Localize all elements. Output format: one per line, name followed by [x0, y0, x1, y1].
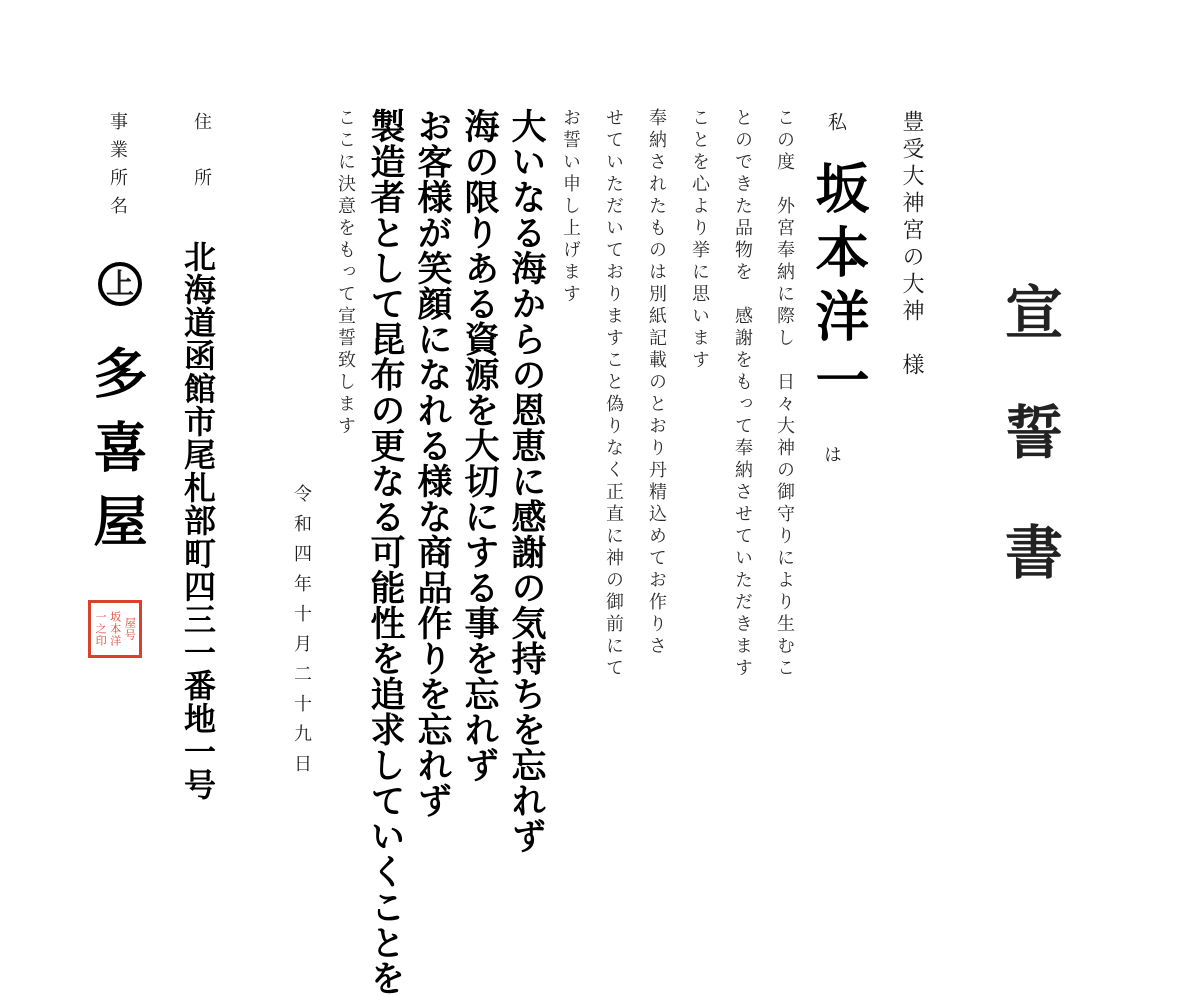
pledge-line-2: 海の限りある資源を大切にする事を忘れず — [459, 108, 500, 783]
address-label: 住 所 — [191, 112, 212, 196]
red-seal-stamp — [88, 600, 142, 658]
pledge-line-3: お客様が笑顔になれる様な商品作りを忘れず — [412, 108, 453, 818]
pledge-line-1: 大いなる海からの恩恵に感謝の気持ちを忘れず — [506, 108, 547, 854]
body-line-5: せていただいておりますこと偽りなく正直に神の御前にて — [603, 108, 624, 680]
document-date: 令和四年十月二十九日 — [291, 484, 312, 784]
body-line-6: お誓い申し上げます — [560, 108, 581, 306]
closing-line: ここに決意をもって宣誓致します — [335, 108, 356, 438]
company-mark-glyph: 上 — [105, 267, 134, 300]
seal-text-1: 屋号 — [123, 617, 137, 641]
name-particle: は — [821, 445, 842, 463]
seal-text-3: 一之印 — [94, 611, 108, 647]
business-address: 北海道函館市尾札部町四三一番地一号 — [179, 240, 217, 801]
company-name: 多喜屋 — [85, 345, 149, 567]
pledger-name: 坂本洋一 — [807, 160, 871, 416]
body-line-2: とのできた品物を 感謝をもって奉納させていただきます — [732, 108, 753, 680]
addressee: 豊受大神宮の大神 様 — [899, 110, 924, 380]
seal-text-2: 坂本洋 — [108, 611, 122, 647]
body-line-4: 奉納されたものは別紙記載のとおり丹精込めてお作りさ — [646, 108, 667, 658]
company-mark-icon — [98, 262, 142, 306]
business-name-label: 事業所名 — [107, 112, 128, 224]
body-line-1: この度 外宮奉納に際し 日々大神の御守りにより生むこ — [774, 108, 795, 680]
document-title: 宣誓書 — [995, 282, 1063, 642]
pledge-line-4: 製造者として昆布の更なる可能性を追求していくことを — [365, 108, 406, 996]
private-label: 私 — [825, 112, 847, 131]
body-line-3: ことを心より挙に思います — [689, 108, 710, 372]
